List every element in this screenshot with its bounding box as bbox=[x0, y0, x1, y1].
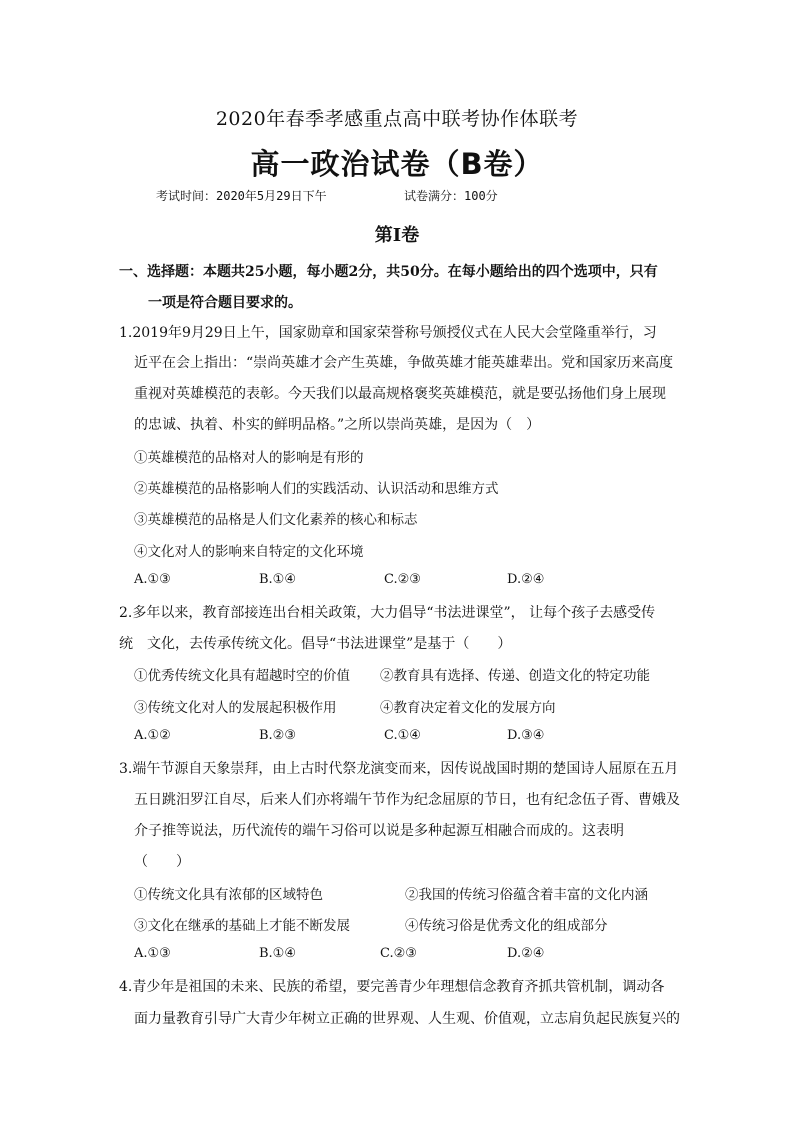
question-2-option-2: ②教育具有选择、传递、创造文化的特定功能 bbox=[380, 668, 650, 684]
exam-time: 考试时间：2020年5月29日下午 bbox=[156, 189, 327, 203]
question-2-option-3: ③传统文化对人的发展起积极作用 bbox=[134, 700, 337, 716]
question-3-option-4: ④传统习俗是优秀文化的组成部分 bbox=[405, 918, 608, 934]
question-1-line-1: 1.2019年9月29日上午，国家勋章和国家荣誉称号颁授仪式在人民大会堂隆重举行，习 bbox=[119, 325, 657, 341]
question-3-line-2: 五日跳汨罗江自尽，后来人们亦将端午节作为纪念屈原的节日，也有纪念伍子胥、曹娥及 bbox=[134, 792, 680, 808]
question-1-choice-c: C.②③ bbox=[384, 572, 421, 587]
question-1-option-1: ①英雄模范的品格对人的影响是有形的 bbox=[134, 450, 364, 466]
question-3-line-1: 3.端午节源自天象崇拜，由上古时代祭龙演变而来，因传说战国时期的楚国诗人屈原在五月 bbox=[119, 761, 679, 777]
question-2-choice-c: C.①④ bbox=[384, 728, 421, 743]
question-3-line-3: 介子推等说法，历代流传的端午习俗可以说是多种起源互相融合而成的。这表明 bbox=[134, 823, 624, 839]
question-2-option-1: ①优秀传统文化具有超越时空的价值 bbox=[134, 668, 350, 684]
question-2-choice-a: A.①② bbox=[134, 728, 171, 743]
question-3-option-3: ③文化在继承的基础上才能不断发展 bbox=[134, 918, 350, 934]
question-2-line-1: 2.多年以来，教育部接连出台相关政策，大力倡导“书法进课堂”， 让每个孩子去感受传 bbox=[119, 605, 656, 621]
question-2-choice-b: B.②③ bbox=[259, 728, 296, 743]
question-4-line-1: 4.青少年是祖国的未来、民族的希望，要完善青少年理想信念教育齐抓共管机制，调动各 bbox=[119, 979, 665, 995]
question-1-option-4: ④文化对人的影响来自特定的文化环境 bbox=[134, 544, 364, 560]
section-title: 第Ⅰ卷 bbox=[374, 225, 420, 246]
exam-title: 高一政治试卷（B卷） bbox=[250, 147, 544, 181]
question-2-option-4: ④教育决定着文化的发展方向 bbox=[380, 700, 556, 716]
question-1-line-4: 的忠诚、执着、朴实的鲜明品格。”之所以崇尚英雄，是因为（ ） bbox=[134, 417, 541, 433]
question-3-choice-c: C.②③ bbox=[380, 946, 417, 961]
question-1-choice-d: D.②④ bbox=[507, 572, 545, 587]
question-3-choice-a: A.①③ bbox=[134, 946, 171, 961]
question-1-line-2: 近平在会上指出：“崇尚英雄才会产生英雄，争做英雄才能英雄辈出。党和国家历来高度 bbox=[134, 355, 674, 371]
section-instructions-line-1: 一、选择题：本题共25小题，每小题2分，共50分。在每小题给出的四个选项中，只有 bbox=[119, 264, 658, 280]
question-1-line-3: 重视对英雄模范的表彰。今天我们以最高规格褒奖英雄模范，就是要弘扬他们身上展现 bbox=[134, 386, 666, 402]
question-1-choice-b: B.①④ bbox=[259, 572, 296, 587]
question-4-line-2: 面力量教育引导广大青少年树立正确的世界观、人生观、价值观，立志肩负起民族复兴的 bbox=[134, 1011, 680, 1027]
question-1-option-3: ③英雄模范的品格是人们文化素养的核心和标志 bbox=[134, 512, 418, 528]
exam-subtitle: 2020年春季孝感重点高中联考协作体联考 bbox=[215, 108, 579, 130]
question-3-option-1: ①传统文化具有浓郁的区域特色 bbox=[134, 887, 323, 903]
question-3-choice-d: D.②④ bbox=[507, 946, 545, 961]
question-3-choice-b: B.①④ bbox=[259, 946, 296, 961]
question-2-line-2: 统 文化，去传承传统文化。倡导“书法进课堂”是基于（ ） bbox=[119, 636, 512, 652]
exam-score: 试卷满分：100分 bbox=[404, 189, 498, 203]
question-1-choice-a: A.①③ bbox=[134, 572, 171, 587]
question-3-option-2: ②我国的传统习俗蕴含着丰富的文化内涵 bbox=[405, 887, 648, 903]
section-instructions-line-2: 一项是符合题目要求的。 bbox=[148, 295, 302, 311]
question-3-line-4: （ ） bbox=[134, 854, 190, 870]
question-1-option-2: ②英雄模范的品格影响人们的实践活动、认识活动和思维方式 bbox=[134, 481, 499, 497]
question-2-choice-d: D.③④ bbox=[507, 728, 545, 743]
